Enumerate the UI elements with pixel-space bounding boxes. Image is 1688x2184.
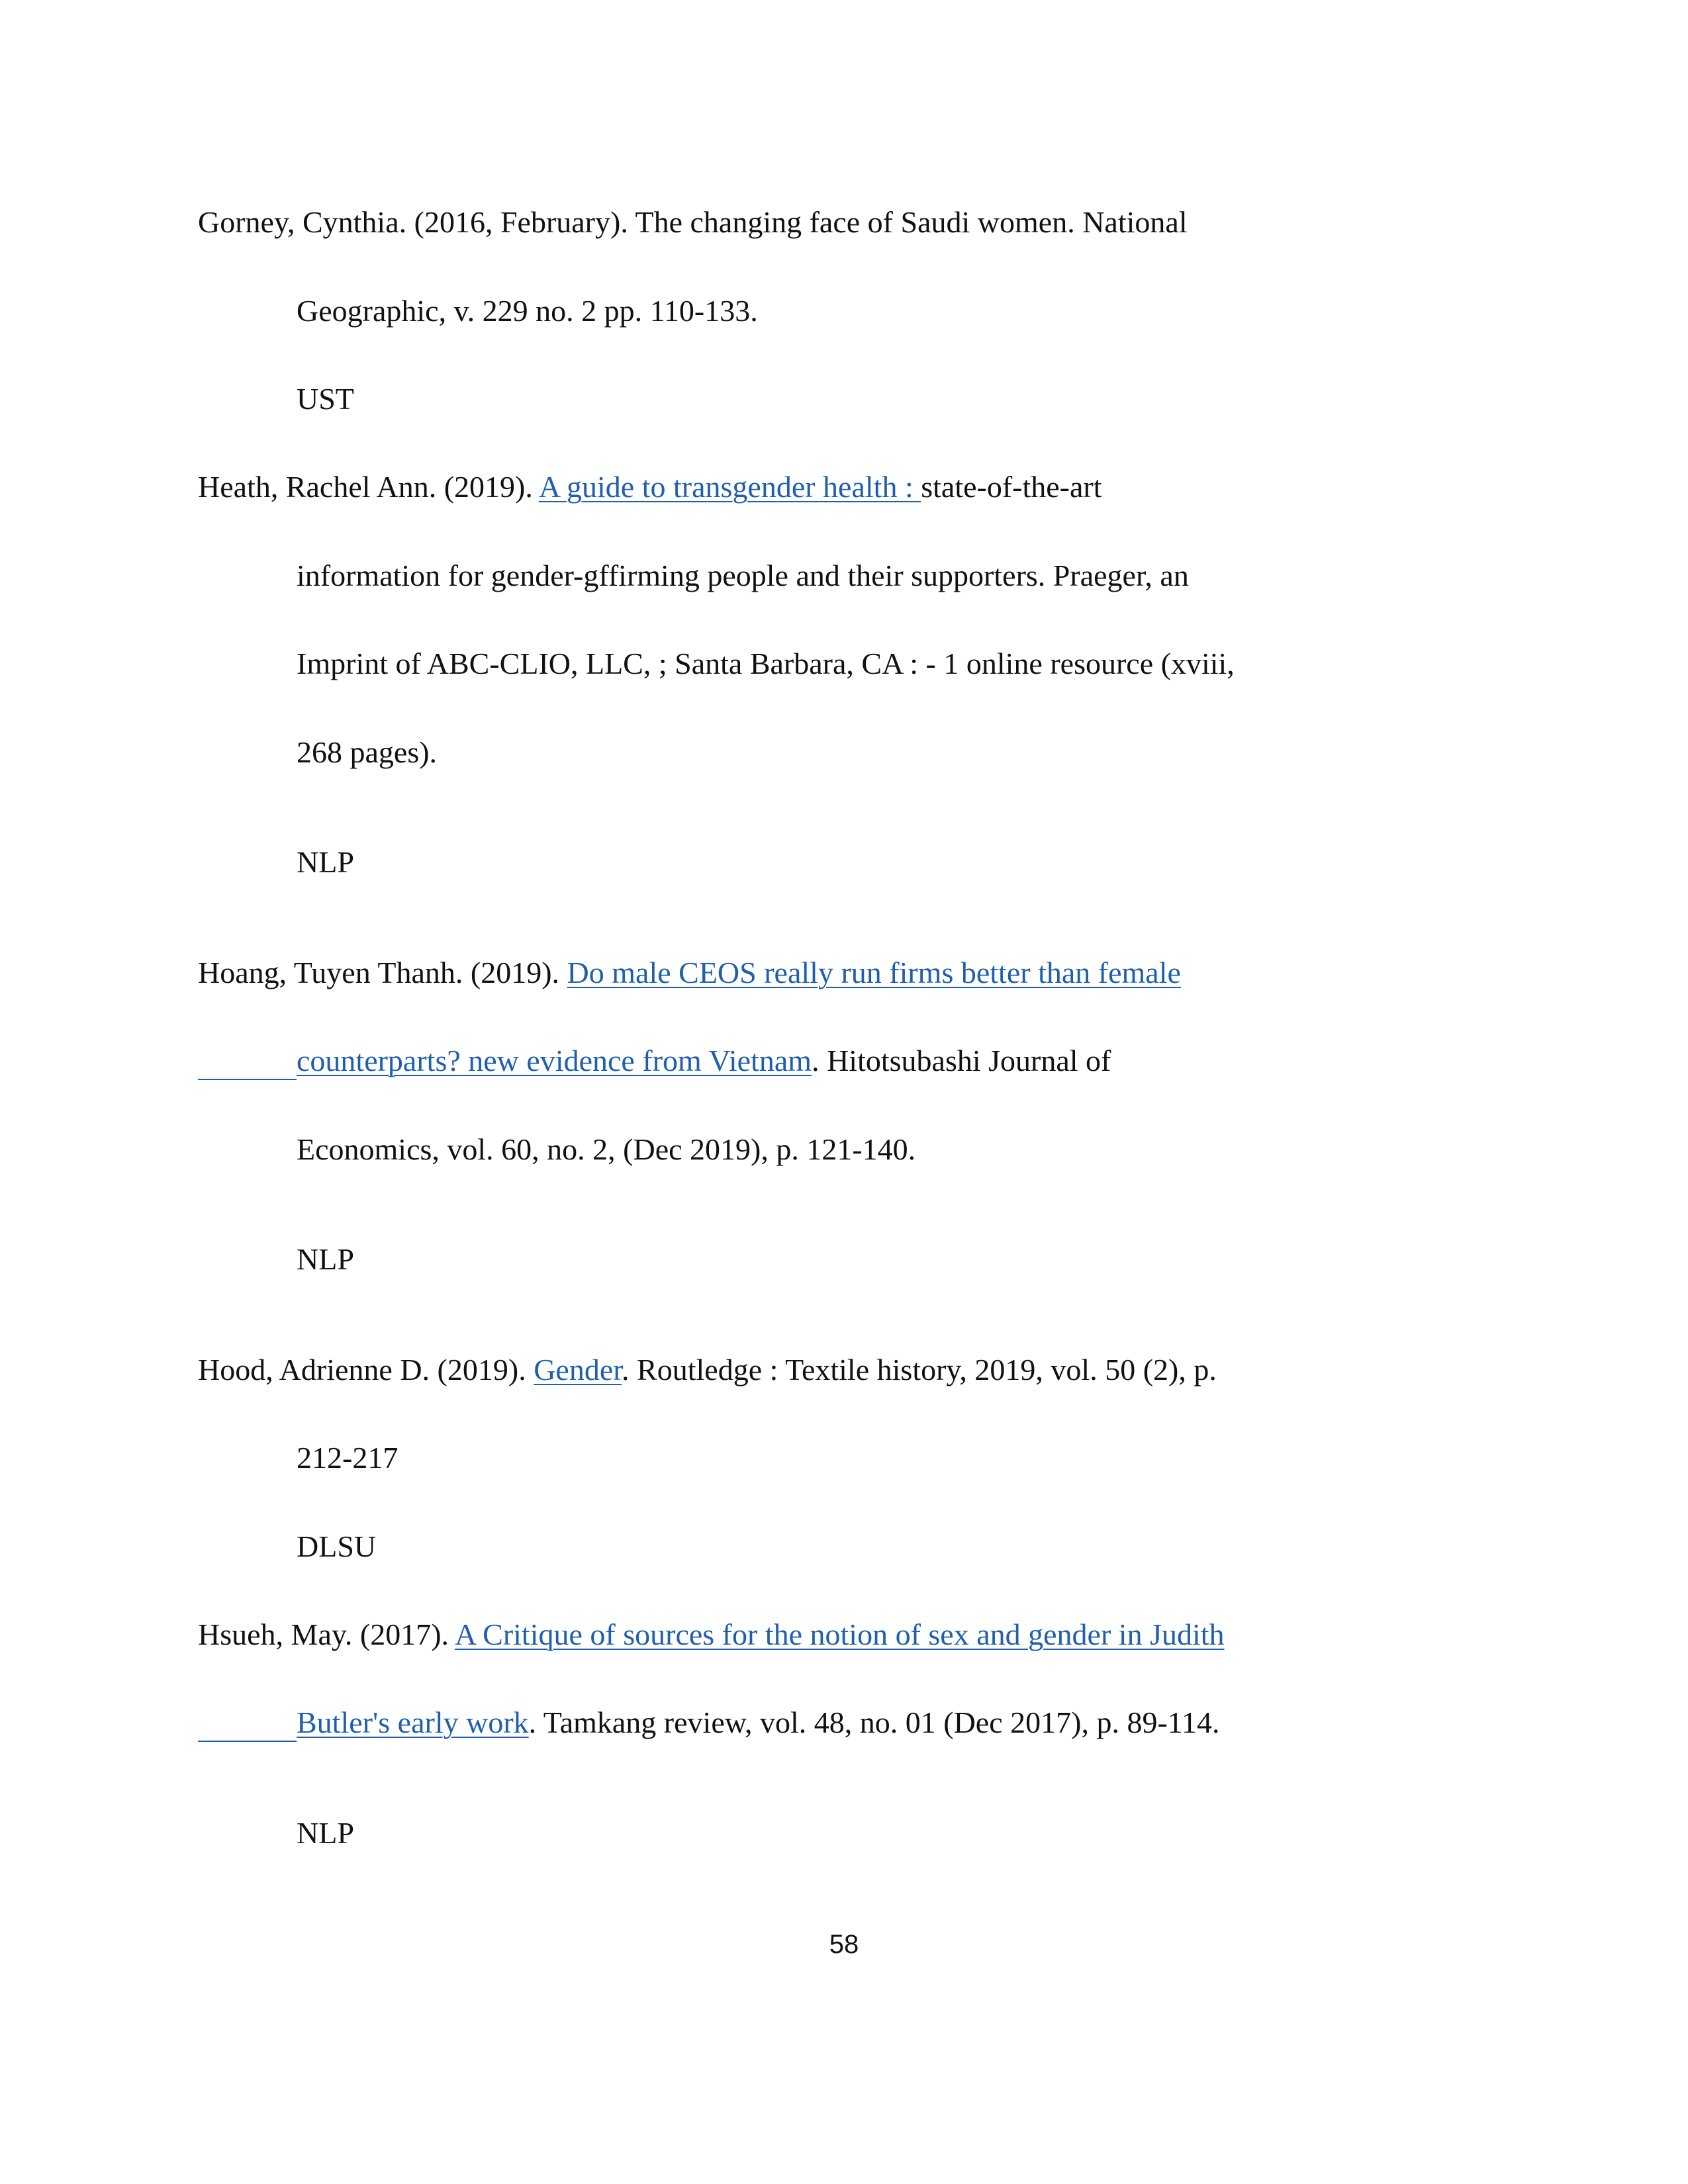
- reference-gorney-library: [297, 379, 354, 419]
- reference-hoang-library: [297, 1240, 354, 1279]
- reference-text: information for gender-gffirming people and their supporters. Praeger, an: [297, 559, 1189, 592]
- reference-text: Geographic, v. 229 no. 2 pp. 110-133.: [297, 294, 758, 328]
- reference-text: state-of-the-art: [921, 470, 1102, 504]
- reference-heath-line-3: [297, 644, 1235, 684]
- reference-hsueh-line-1: [198, 1615, 1225, 1655]
- reference-heath-library: [297, 842, 354, 882]
- reference-hsueh-library: [297, 1813, 354, 1853]
- reference-author-year: Heath, Rachel Ann. (2019).: [198, 470, 539, 504]
- library-code: NLP: [297, 1816, 354, 1850]
- library-code: NLP: [297, 845, 354, 879]
- reference-text: . Hitotsubashi Journal of: [812, 1044, 1111, 1077]
- reference-title-link[interactable]: Gender: [534, 1353, 622, 1387]
- reference-author-year: Hood, Adrienne D. (2019).: [198, 1353, 534, 1387]
- reference-title-link[interactable]: A Critique of sources for the notion of sex and gender in Judith: [454, 1617, 1225, 1651]
- reference-title-link[interactable]: A guide to transgender health :: [538, 470, 921, 504]
- library-code: NLP: [297, 1242, 354, 1276]
- reference-hoang-line-3: [297, 1130, 915, 1169]
- reference-text: 268 pages).: [297, 735, 438, 769]
- reference-author-year: Hsueh, May. (2017).: [198, 1617, 455, 1651]
- library-code: UST: [297, 382, 354, 416]
- reference-title-link[interactable]: Do male CEOS really run firms better than female: [567, 956, 1181, 989]
- reference-author-year: Hoang, Tuyen Thanh. (2019).: [198, 956, 567, 989]
- library-code: DLSU: [297, 1529, 377, 1563]
- reference-heath-line-4: [297, 733, 437, 772]
- reference-heath-line-2: [297, 556, 1189, 596]
- reference-text: . Routledge : Textile history, 2019, vol. 50 (2), p.: [622, 1353, 1217, 1387]
- reference-hoang-line-1: [198, 953, 1181, 993]
- link-tab-underline: [198, 1079, 297, 1080]
- reference-text: Imprint of ABC-CLIO, LLC, ; Santa Barbara, CA : - 1 online resource (xviii,: [297, 647, 1235, 680]
- reference-text: Economics, vol. 60, no. 2, (Dec 2019), p. 121-140.: [297, 1132, 916, 1166]
- reference-title-link-continued[interactable]: Butler's early work: [297, 1706, 529, 1739]
- page-number: 58: [829, 1930, 859, 1959]
- reference-text: 212-217: [297, 1441, 399, 1475]
- reference-hood-line-2: [297, 1438, 398, 1478]
- reference-gorney-line-2: [297, 291, 758, 331]
- reference-hood-library: [297, 1527, 376, 1567]
- reference-gorney-line-1: [198, 203, 1188, 242]
- reference-heath-line-1: [198, 467, 1102, 507]
- reference-text: Gorney, Cynthia. (2016, February). The changing face of Saudi women. National: [198, 205, 1188, 239]
- reference-title-link-continued[interactable]: counterparts? new evidence from Vietnam: [297, 1044, 812, 1077]
- link-tab-underline: [198, 1741, 297, 1742]
- reference-hsueh-line-2: [297, 1703, 1220, 1743]
- reference-hoang-line-2: [297, 1041, 1111, 1081]
- reference-text: . Tamkang review, vol. 48, no. 01 (Dec 2017), p. 89-114.: [528, 1706, 1220, 1739]
- reference-hood-line-1: [198, 1350, 1217, 1390]
